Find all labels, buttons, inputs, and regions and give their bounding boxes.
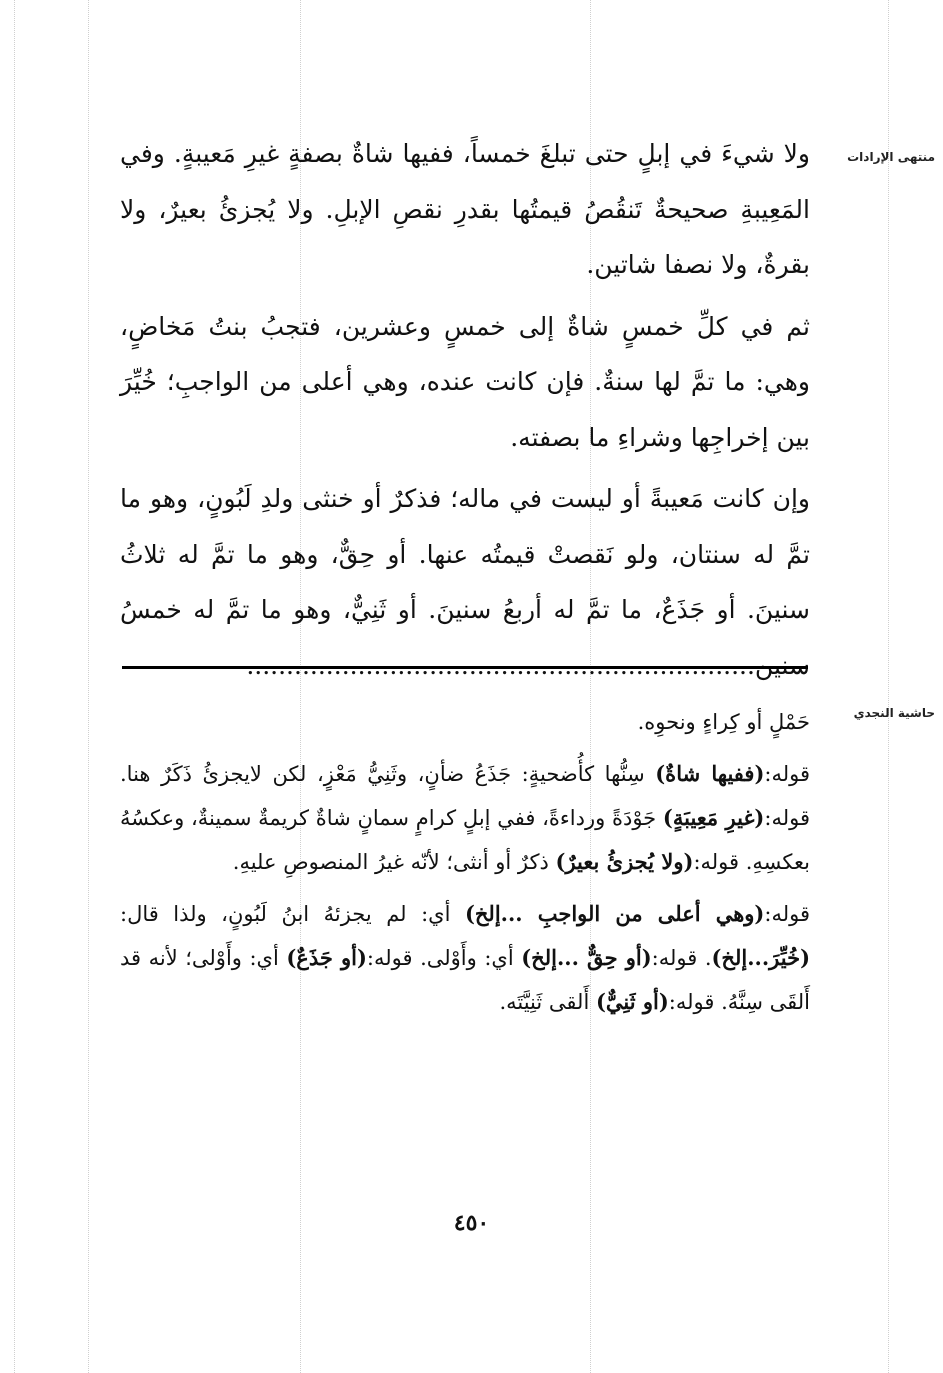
text-run: أي: لم يجزئهُ ابنُ لَبُونٍ، ولذا قال:	[120, 902, 465, 926]
page-number: ٤٥٠	[453, 1210, 490, 1236]
bold-quote: (ولا يُجزئُ بعيرٌ)	[555, 849, 694, 874]
text-line: خُيِّرَ بين إخراجِها وشراءِ ما بصفته.	[120, 367, 810, 452]
commentary-text	[120, 700, 810, 1024]
bold-quote: (ففيها شاةٌ)	[655, 761, 765, 786]
text-run: أي: وأَوْلى. قوله:	[366, 946, 522, 970]
commentary-paragraph-0	[120, 700, 810, 744]
guide-line	[14, 0, 15, 1373]
main-paragraph-2	[120, 299, 810, 466]
text-line: حَمْلٍ أو كِراءٍ ونحوِه.	[637, 710, 810, 734]
text-run: جَوْدَةً ورداءةً، ففي إبلٍ كرامٍ سمانٍ شاةٌ كريمةٌ سمينةٌ، وعكسُهُ بعكسِهِ. قوله:	[120, 806, 810, 874]
text-run: أي: وأَوْلى؛ لأنه قد أَلقَى سِنَّهُ. قوله:	[120, 946, 810, 1014]
text-line: وهي: ما تمَّ لها سنةٌ. فإن كانت عنده، وهي أعلى من الواجبِ؛	[166, 367, 811, 396]
guide-line	[88, 0, 89, 1373]
text-line: خمسُ سنين.	[120, 595, 810, 680]
dotted-leader: ...............................................................	[246, 650, 747, 680]
text-line: وهو ما تمَّ له سنتان، ولو نَقصتْ قيمتُه عنها. أو حِقٌّ، وهو ما تمَّ له	[120, 484, 810, 569]
bold-quote: (أو ثَنِيٌّ)	[595, 989, 669, 1014]
text-run: قوله:	[764, 762, 810, 786]
text-line: وإن كانت مَعيبةً أو ليست في ماله؛ فذكرٌ أو خنثى ولدِ لَبُونٍ،	[197, 484, 810, 513]
text-run: ذكرٌ أو أنثى؛ لأنّه غيرُ المنصوصِ عليهِ.	[232, 850, 556, 874]
text-line: ثم في كلِّ خمسٍ شاةٌ إلى خمسٍ وعشرين، فتجبُ بنتُ مَخاضٍ،	[120, 311, 810, 341]
commentary-paragraph-1	[120, 752, 810, 884]
bold-quote: (غيرِ مَعِيبَةٍ)	[662, 805, 765, 830]
main-text	[120, 126, 810, 693]
bold-quote: (أو حِقٌّ ...إلخ)	[521, 945, 652, 970]
text-run: . قوله:	[651, 946, 712, 970]
side-label-main: منتهى الإرادات	[847, 150, 935, 164]
text-line: ثلاثُ سنينَ. أو جَذَعٌ، ما تمَّ له أربعُ سنينَ. أو ثَنِيٌّ، وهو ما تمَّ له	[120, 539, 810, 624]
bold-quote: (أو جَذَعٌ)	[286, 945, 367, 970]
commentary-paragraph-2	[120, 892, 810, 1024]
text-run: سِنُّها كأُضحيةٍ: جَذَعُ ضأنٍ، وثَنِيُّ مَعْزٍ، لكن لايجزئُ ذَكَرٌ هنا. قوله:	[120, 762, 810, 830]
text-run: قوله:	[764, 902, 810, 926]
bold-quote: (وهي أعلى من الواجبِ ...إلخ)	[464, 901, 765, 926]
main-paragraph-1	[120, 126, 810, 293]
guide-line	[888, 0, 889, 1373]
text-line: ولا شيءَ في إبلٍ حتى تبلغَ خمساً، ففيها شاةٌ بصفةٍ غيرِ مَعيبةٍ.	[173, 139, 810, 168]
text-run: أَلقى ثَنِيَّتَه.	[499, 990, 596, 1014]
bold-quote: (خُيِّرَ...إلخ)	[711, 945, 810, 970]
side-label-commentary: حاشية النجدي	[853, 706, 935, 720]
text-line: بعيرٌ، ولا بقرةٌ، ولا نصفا شاتين.	[120, 194, 810, 279]
separator-rule	[122, 666, 808, 669]
text-line: وفي المَعِيبةِ صحيحةٌ تَنقُصُ قيمتُها بقدرِ نقصِ الإبلِ. ولا يُجزئُ	[120, 139, 810, 224]
main-paragraph-3	[120, 471, 810, 693]
